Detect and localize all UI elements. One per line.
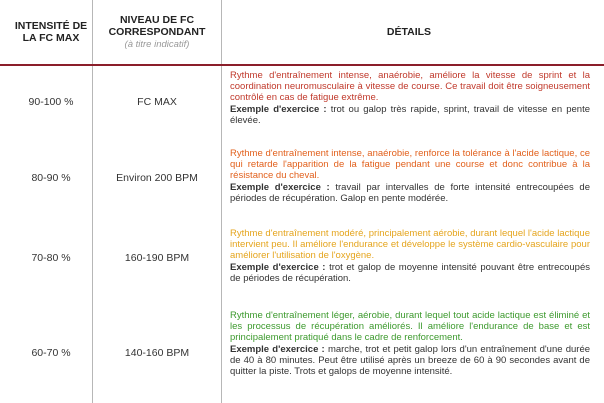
example-label: Exemple d'exercice : (230, 343, 325, 355)
row-description: Rythme d'entraînement intense, anaérobie, améliore la vitesse de sprint et la coordination neuromusculaire à vitesse de course. Ce travail doit être soigneusement contrôlé en cas de fatigue extrême. (230, 70, 590, 104)
row-details (230, 148, 590, 204)
table-row (0, 70, 604, 148)
row-intensity: 80-90 % (31, 172, 71, 184)
row-intensity: 70-80 % (31, 252, 71, 264)
header-fc-level-note: (à titre indicatif) (124, 39, 190, 50)
row-description: Rythme d'entraînement intense, anaérobie, renforce la tolérance à l'acide lactique, ce qui retarde l'apparition de la fatigue pendant une course et donc contribue à la résistance du cheval. (230, 148, 590, 182)
table-row (0, 228, 604, 310)
row-description: Rythme d'entraînement léger, aérobie, durant lequel tout acide lactique est éliminé et les processus de récupération améliorés. Il améliore l'endurance de base et est principalement pratiqué dans le cadre de renforcement. (230, 310, 590, 344)
header-rule (0, 64, 604, 66)
header-details (224, 0, 594, 64)
row-example (230, 344, 590, 378)
row-details (230, 228, 590, 284)
table-row (0, 148, 604, 226)
header-fc-level (96, 0, 218, 64)
header-fc-level-label: NIVEAU DE FC CORRESPONDANT (108, 14, 206, 38)
row-fc-level: FC MAX (137, 96, 177, 108)
example-text: travail par intervalles de forte intensité entrecoupées de périodes de récupération. Galop en pente modérée. (230, 181, 590, 204)
row-intensity: 60-70 % (31, 347, 71, 359)
row-fc-level: 140-160 BPM (124, 347, 190, 359)
header-intensity (12, 0, 90, 64)
table-row (0, 310, 604, 398)
example-label: Exemple d'exercice : (230, 181, 330, 193)
header-intensity-label: INTENSITÉ DE LA FC MAX (14, 20, 88, 44)
example-label: Exemple d'exercice : (230, 261, 326, 273)
row-details (230, 70, 590, 126)
example-text: marche, trot et petit galop lors d'un entraînement d'une durée de 40 à 80 minutes. Peut être utilisé après un breeze de 60 à 90 secondes avant de quitter la piste. Trots et galops de moyenne intensité. (230, 343, 591, 378)
table-header (0, 0, 604, 64)
row-description: Rythme d'entraînement modéré, principalement aérobie, durant lequel l'acide lactique intervient peu. Il améliore l'endurance et développe le système cardio-vasculaire pour améliorer l'utilisation de l'oxygène. (230, 228, 590, 262)
example-text: trot ou galop très rapide, sprint, travail de vitesse en pente élevée. (230, 103, 590, 126)
row-example (230, 104, 590, 126)
row-details (230, 310, 590, 377)
example-text: trot et galop de moyenne intensité pouvant être entrecoupés de périodes de récupération. (230, 261, 590, 284)
row-fc-level: Environ 200 BPM (116, 172, 198, 184)
row-fc-level: 160-190 BPM (124, 252, 190, 264)
row-example (230, 262, 590, 284)
header-details-label: DÉTAILS (386, 26, 432, 38)
example-label: Exemple d'exercice : (230, 103, 327, 115)
row-example (230, 182, 590, 204)
row-intensity: 90-100 % (28, 96, 74, 108)
